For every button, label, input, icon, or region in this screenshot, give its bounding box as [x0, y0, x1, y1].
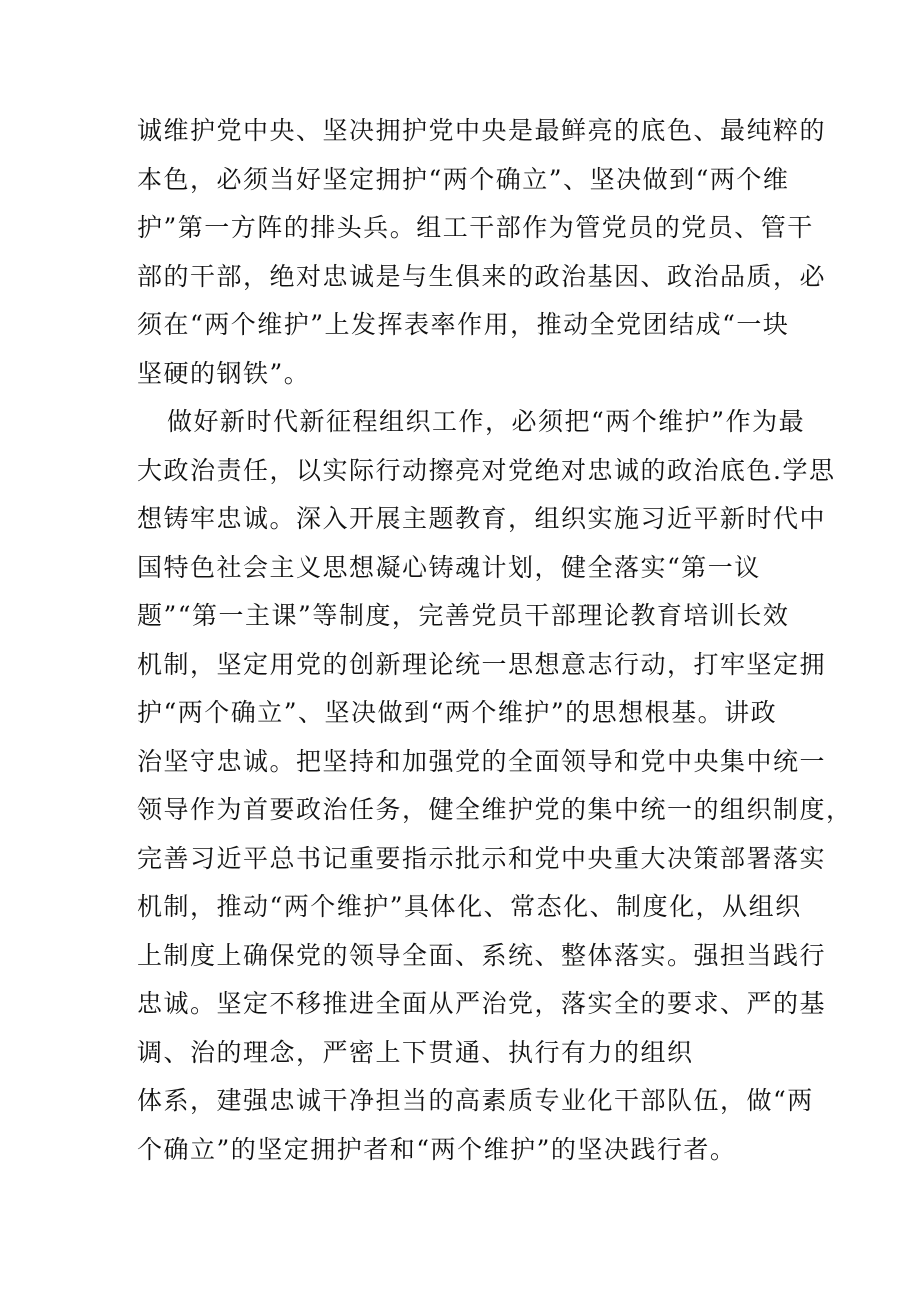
paragraph-line: 机制，坚定用党的创新理论统一思想意志行动，打牢坚定拥: [137, 649, 827, 679]
paragraph-line: 国特色社会主义思想凝心铸魂计划，健全落实“第一议: [137, 552, 761, 582]
paragraph-line: 大政治责任，以实际行动擦亮对党绝对忠诚的政治底色.学思: [137, 455, 836, 485]
paragraph-line: 坚硬的钢铁”。: [137, 358, 311, 388]
paragraph-line: 忠诚。坚定不移推进全面从严治党，落实全的要求、严的基: [137, 989, 827, 1018]
paragraph-line: 做好新时代新征程组织工作，必须把“两个维护”作为最: [167, 407, 806, 436]
paragraph-line: 体系，建强忠诚干净担当的高素质专业化干部队伍，做“两: [137, 1086, 814, 1115]
paragraph-1: [137, 107, 827, 398]
paragraph-line: 本色，必须当好坚定拥护“两个确立”、坚决做到“两个维: [137, 164, 790, 194]
paragraph-line: 治坚守忠诚。把坚持和加强党的全面领导和党中央集中统一: [137, 746, 827, 776]
paragraph-line: 部的干部，绝对忠诚是与生俱来的政治基因、政治品质，必: [137, 261, 827, 291]
paragraph-line: 调、治的理念，严密上下贯通、执行有力的组织: [137, 1037, 694, 1067]
paragraph-line: 领导作为首要政治任务，健全维护党的集中统一的组织制度，: [137, 795, 853, 824]
paragraph-line: 诚维护党中央、坚决拥护党中央是最鲜亮的底色、最纯粹的: [137, 116, 827, 145]
paragraph-line: 护“两个确立”、坚决做到“两个维护”的思想根基。讲政: [137, 698, 778, 727]
paragraph-line: 护”第一方阵的排头兵。组工干部作为管党员的党员、管干: [137, 213, 814, 242]
paragraph-line: 上制度上确保党的领导全面、系统、整体落实。强担当践行: [137, 940, 827, 970]
paragraph-line: 想铸牢忠诚。深入开展主题教育，组织实施习近平新时代中: [137, 504, 827, 533]
paragraph-line: 完善习近平总书记重要指示批示和党中央重大决策部署落实: [137, 843, 827, 873]
paragraph-2: [137, 398, 853, 1174]
paragraph-line: 机制，推动“两个维护”具体化、常态化、制度化，从组织: [137, 892, 802, 921]
paragraph-line: 个确立”的坚定拥护者和“两个维护”的坚决践行者。: [137, 1134, 737, 1164]
paragraph-line: 题”“第一主课”等制度，完善党员干部理论教育培训长效: [137, 601, 790, 630]
paragraph-line: 须在“两个维护”上发挥表率作用，推动全党团结成“一块: [137, 310, 790, 339]
